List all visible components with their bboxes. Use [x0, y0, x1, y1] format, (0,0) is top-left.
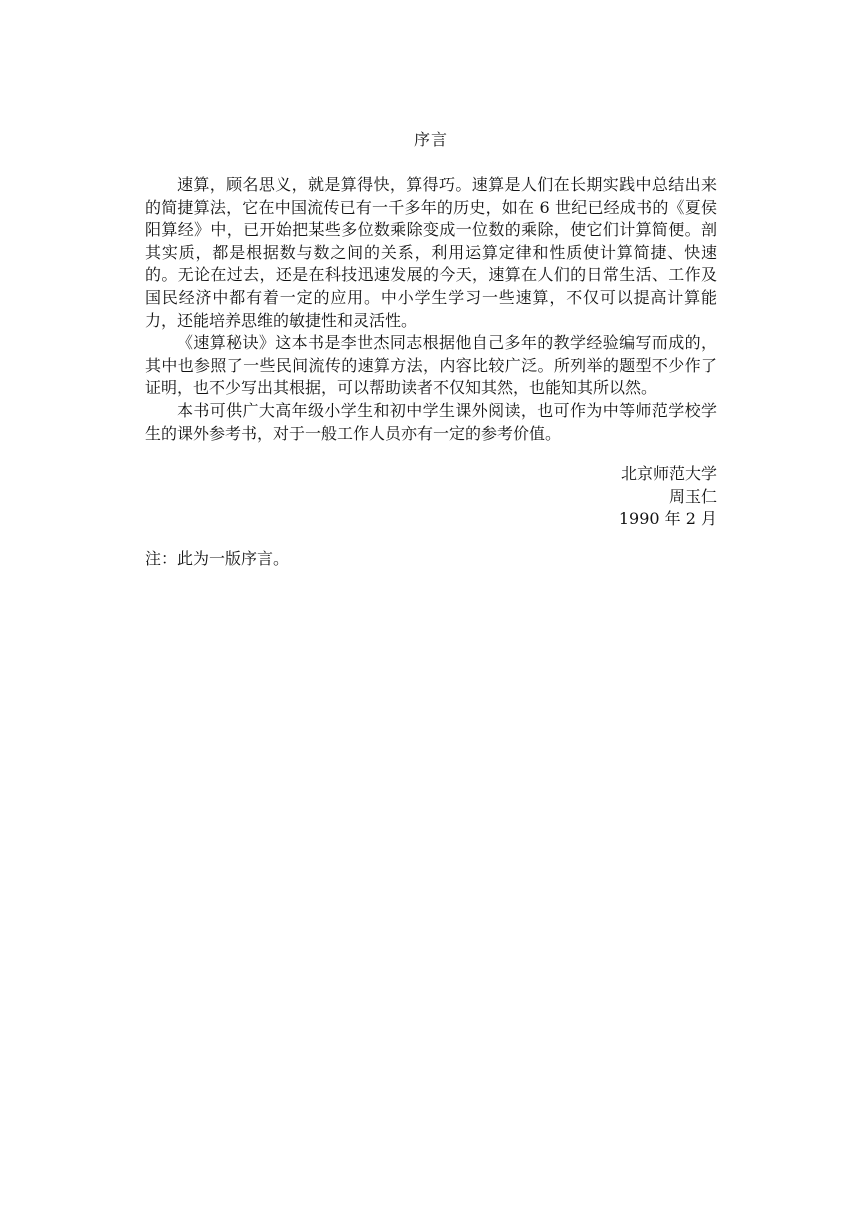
paragraph-3: 本书可供广大高年级小学生和初中学生课外阅读，也可作为中等师范学校学生的课外参考书，对于一般工作人员亦有一定的参考价值。: [145, 400, 717, 443]
signature-institution: 北京师范大学: [620, 464, 717, 484]
paragraph-1: 速算，顾名思义，就是算得快，算得巧。速算是人们在长期实践中总结出来的简捷算法，它在中国流传已有一千多年的历史，如在 6 世纪已经成书的《夏侯阳算经》中，已开始把某些多位数乘除变成一位数的乘除，使它们计算简便。剖其实质，都是根据数与数之间的关系，利用运算定律和性质使计算简捷、快速的。无论在过去，还是在科技迅速发展的今天，速算在人们的日常生活、工作及国民经济中都有着一定的应用。中小学生学习一些速算，不仅可以提高计算能力，还能培养思维的敏捷性和灵活性。: [145, 175, 717, 330]
footnote: 注：此为一版序言。: [145, 548, 290, 568]
signature-block: [145, 463, 717, 531]
preface-page: [145, 128, 717, 571]
signature-author: 周玉仁: [668, 486, 717, 506]
page-title: 序言: [413, 130, 448, 149]
signature-date: 1990 年 2 月: [618, 509, 717, 529]
paragraph-2: 《速算秘诀》这本书是李世杰同志根据他自己多年的教学经验编写而成的，其中也参照了一些民间流传的速算方法，内容比较广泛。所列举的题型不少作了证明，也不少写出其根据，可以帮助读者不仅知其然，也能知其所以然。: [145, 333, 717, 398]
